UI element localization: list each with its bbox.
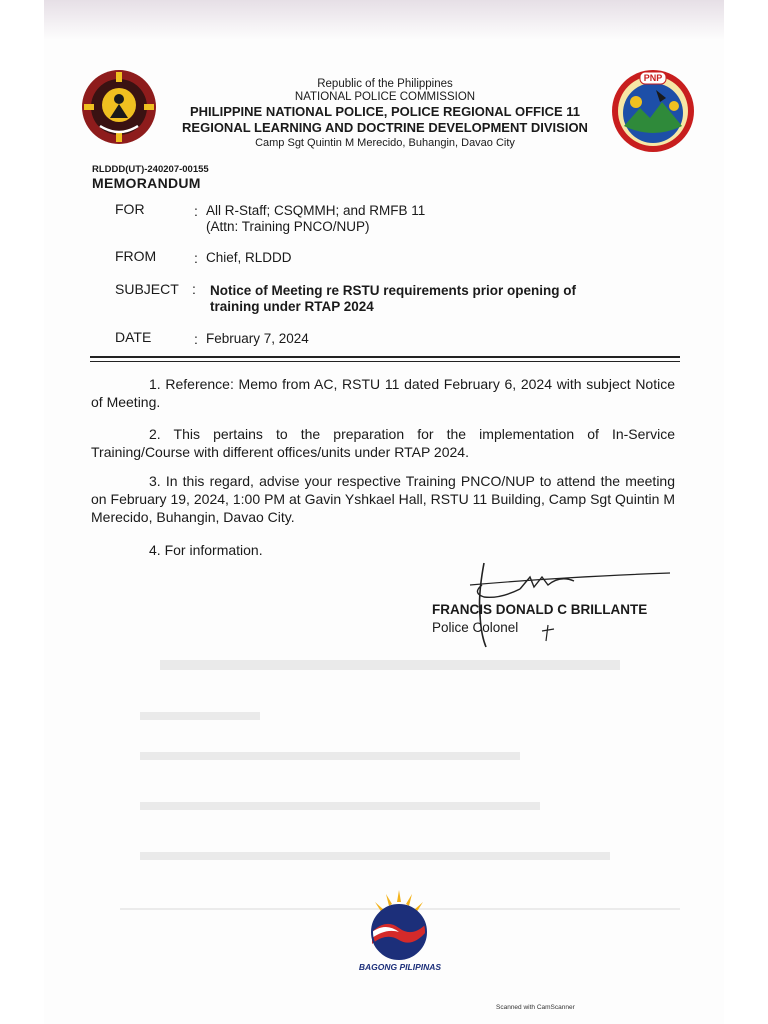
memorandum-title: MEMORANDUM <box>92 175 201 191</box>
signatory-rank: Police Colonel <box>432 620 519 635</box>
header-republic: Republic of the Philippines <box>317 78 453 90</box>
date-colon: : <box>194 331 198 347</box>
paragraph-number: 2. <box>149 426 161 442</box>
header-divider-thin <box>90 361 680 362</box>
header-address: Camp Sgt Quintin M Merecido, Buhangin, Davao City <box>255 137 515 149</box>
subject-label: SUBJECT <box>115 281 179 297</box>
for-colon: : <box>194 203 198 219</box>
paragraph-text: This pertains to the preparation for the implementation of In-Service Training/Course with different offices/units under RTAP 2024. <box>91 426 675 460</box>
pnp-seal-text: PNP <box>643 73 663 83</box>
paragraph-text: Reference: Memo from AC, RSTU 11 dated February 6, 2024 with subject Notice of Meeting. <box>91 376 675 410</box>
bagong-pilipinas-logo-icon <box>358 888 440 960</box>
from-label: FROM <box>115 248 157 264</box>
date-value: February 7, 2024 <box>206 331 309 346</box>
paragraph-3 <box>91 472 675 526</box>
bagong-pilipinas-caption: BAGONG PILIPINAS <box>358 962 442 972</box>
paragraph-number: 1. <box>149 376 161 392</box>
paragraph-1 <box>91 375 675 411</box>
subject-colon: : <box>192 281 196 297</box>
paragraph-number: 3. <box>149 473 161 489</box>
paragraph-2 <box>91 425 675 461</box>
subject-value-line2: training under RTAP 2024 <box>210 299 374 314</box>
header-pro11: PHILIPPINE NATIONAL POLICE, POLICE REGIONAL OFFICE 11 <box>189 104 581 119</box>
header-rlddd: REGIONAL LEARNING AND DOCTRINE DEVELOPMENT DIVISION <box>182 120 588 135</box>
header-divider <box>90 356 680 358</box>
paragraph-text: For information. <box>164 542 263 558</box>
paragraph-number: 4. <box>149 542 161 558</box>
reference-number: RLDDD(UT)-240207-00155 <box>92 164 209 175</box>
signatory-name: FRANCIS DONALD C BRILLANTE <box>432 602 648 617</box>
from-colon: : <box>194 250 198 266</box>
paragraph-text: In this regard, advise your respective Training PNCO/NUP to attend the meeting on February 19, 2024, 1:00 PM at Gavin Yshkael Hall, RSTU 11 Building, Camp Sgt Quintin M Merecido, Buhangin, Davao City. <box>91 473 675 525</box>
letterhead <box>160 78 610 150</box>
scanner-watermark: Scanned with CamScanner <box>496 1004 575 1011</box>
for-value-line2: (Attn: Training PNCO/NUP) <box>206 219 370 234</box>
subject-value-line1: Notice of Meeting re RSTU requirements prior opening of <box>210 283 577 298</box>
scan-shadow <box>44 0 724 40</box>
for-value-line1: All R-Staff; CSQMMH; and RMFB 11 <box>206 203 426 218</box>
header-napolcom: NATIONAL POLICE COMMISSION <box>294 91 476 103</box>
pro11-seal-icon <box>80 68 158 146</box>
for-label: FOR <box>115 201 145 217</box>
from-value: Chief, RLDDD <box>206 250 292 265</box>
date-label: DATE <box>115 329 152 345</box>
pnp-seal-icon <box>610 68 696 154</box>
